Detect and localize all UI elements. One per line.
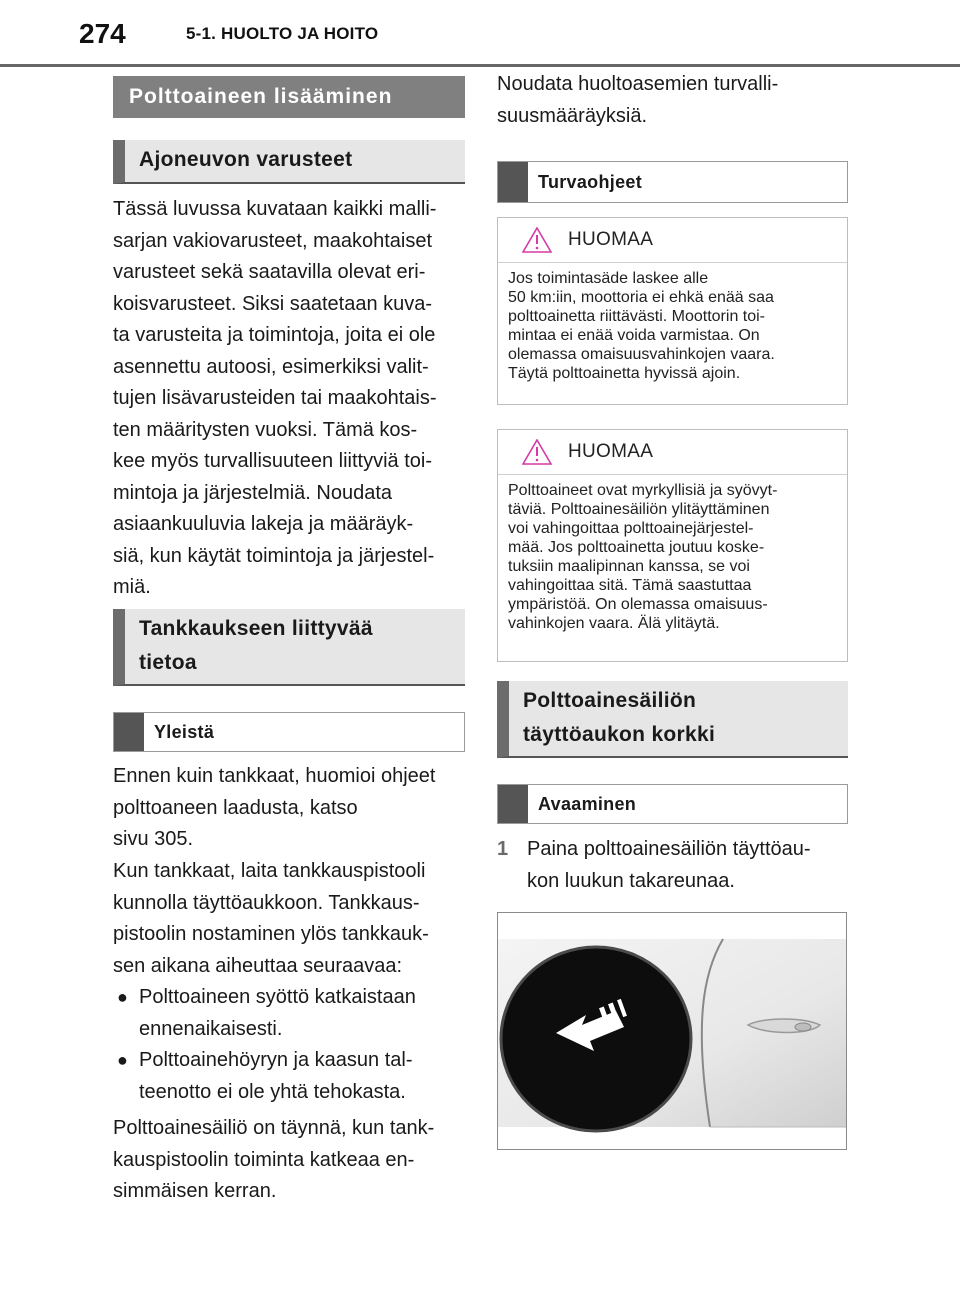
text-line: ten määritysten vuoksi. Tämä kos- — [113, 418, 418, 441]
text-line: sen aikana aiheuttaa seuraavaa: — [113, 954, 403, 977]
text-line: 50 km:iin, moottoria ei ehkä enää saa — [508, 289, 774, 306]
text-line: simmäisen kerran. — [113, 1180, 277, 1202]
text-line: varusteet sekä saatavilla olevat eri- — [113, 261, 426, 283]
box-title-avaaminen — [497, 784, 848, 824]
note-header — [498, 218, 847, 263]
intro-paragraph — [113, 194, 473, 604]
box-title-bar — [114, 713, 144, 751]
text-line: mää. Jos polttoainetta joutuu koske- — [508, 539, 765, 556]
text-line: mintoja ja järjestelmiä. Noudata — [113, 481, 393, 504]
box-title-text: Turvaohjeet — [538, 171, 642, 192]
step-row — [497, 834, 857, 897]
warning-triangle-icon — [522, 439, 552, 465]
box-title-text: Avaaminen — [538, 793, 637, 814]
text-line: asennettu autoosi, esimerkiksi valit- — [113, 355, 429, 378]
text-line: kee myös turvallisuuteen liittyviä toi- — [113, 450, 433, 472]
text-line: Noudata huoltoasemien turvalli- — [497, 73, 779, 95]
fuel-door-illustration — [497, 912, 847, 1150]
subtitle-line: tietoa — [139, 651, 197, 674]
text-line: miä. — [113, 576, 151, 598]
list-item — [113, 982, 473, 1045]
subtitle-ajoneuvon-varusteet — [113, 140, 465, 184]
step-1 — [497, 834, 857, 897]
subtitle-line: Tankkaukseen liittyvää — [139, 617, 373, 640]
text-line: sivu 305. — [113, 828, 194, 850]
step-number: 1 — [497, 838, 509, 860]
text-line: Polttoaineet ovat myrkyllisiä ja syövyt- — [508, 482, 778, 499]
text-line: Kun tankkaat, laita tankkauspistooli — [113, 860, 426, 882]
text-line: asiaankuuluvia lakeja ja määräyk- — [113, 513, 414, 535]
header-divider — [0, 64, 960, 67]
chapter-title: 5-1. HUOLTO JA HOITO — [186, 24, 379, 43]
text-line: kon luukun takareunaa. — [527, 869, 735, 892]
text-line: pistoolin nostaminen ylös tankkauk- — [113, 923, 429, 945]
box-title-yleista — [113, 712, 465, 752]
warning-triangle-icon — [522, 227, 552, 253]
subtitle-korkki — [497, 681, 848, 758]
box-title-text: Yleistä — [154, 721, 215, 742]
text-line: polttoaneen laadusta, katso — [113, 796, 358, 819]
warning-note-fuel-toxic — [497, 429, 848, 662]
text-line: ennenaikaisesti. — [139, 1017, 283, 1040]
text-line: kauspistoolin toiminta katkeaa en- — [113, 1148, 415, 1171]
subtitle-line: täyttöaukon korkki — [523, 723, 716, 746]
text-line: voi vahingoittaa polttoainejärjestel- — [508, 520, 754, 537]
note-title: HUOMAA — [568, 229, 654, 250]
text-line: Jos toimintasäde laskee alle — [508, 270, 709, 287]
intro-right — [497, 69, 857, 132]
subtitle-line: Polttoainesäiliön — [523, 689, 697, 712]
paragraph-full-tank — [113, 1113, 473, 1208]
text-line: vahinkojen vaara. Älä ylitäytä. — [508, 615, 720, 632]
text-line: polttoainetta riittävästi. Moottorin toi- — [508, 308, 766, 325]
text-line: Ennen kuin tankkaat, huomioi ohjeet — [113, 765, 436, 787]
text-line: vahingoittaa sitä. Tämä saastuttaa — [508, 577, 752, 594]
box-title-bar — [498, 785, 528, 823]
paragraph-fuel-quality — [113, 761, 473, 856]
text-line: Täytä polttoainetta hyvissä ajoin. — [508, 365, 741, 382]
bullet-list — [113, 982, 473, 1108]
text-line: sarjan vakiovarusteet, maakohtaiset — [113, 229, 433, 252]
text-line: olemassa omaisuusvahinkojen vaara. — [508, 346, 775, 363]
page-number: 274 — [79, 18, 126, 49]
note-title: HUOMAA — [568, 441, 654, 462]
paragraph-nozzle — [113, 856, 473, 982]
text-line: ympäristöä. On olemassa omaisuus- — [508, 596, 768, 613]
text-line: Polttoainehöyryn ja kaasun tal- — [139, 1049, 413, 1071]
text-line: suusmääräyksiä. — [497, 104, 648, 127]
text-line: koisvarusteet. Siksi saatetaan kuva- — [113, 292, 433, 315]
box-title-turvaohjeet — [497, 161, 848, 203]
subtitle-text: Ajoneuvon varusteet — [139, 148, 353, 171]
note-header — [498, 430, 847, 475]
section-title-text: Polttoaineen lisääminen — [129, 85, 393, 108]
section-title — [113, 76, 465, 118]
box-title-bar — [498, 162, 528, 202]
text-line: Polttoainesäiliö on täynnä, kun tank- — [113, 1117, 435, 1139]
text-line: Tässä luvussa kuvataan kaikki malli- — [113, 198, 437, 220]
text-line: ta varusteita ja toimintoja, joita ei ole — [113, 324, 436, 346]
text-line: mintaa ei enää voida varmistaa. On — [508, 327, 760, 344]
warning-note-range — [497, 217, 848, 405]
text-line: siä, kun käytät toimintoja ja järjestel- — [113, 544, 435, 567]
note-body — [498, 263, 847, 383]
bullet-icon: ● — [117, 987, 128, 1007]
subtitle-tankkaukseen — [113, 609, 465, 686]
list-item — [113, 1045, 473, 1108]
text-line: Polttoaineen syöttö katkaistaan — [139, 986, 416, 1008]
bullet-icon: ● — [117, 1050, 128, 1070]
text-line: tujen lisävarusteiden tai maakohtais- — [113, 387, 437, 409]
car-fuel-door-image — [498, 913, 847, 1150]
text-line: teenotto ei ole yhtä tehokasta. — [139, 1080, 406, 1103]
text-line: kunnolla täyttöaukkoon. Tankkaus- — [113, 891, 420, 914]
text-line: täviä. Polttoainesäiliön ylitäyttäminen — [508, 501, 770, 518]
note-body — [498, 475, 847, 633]
text-line: tuksiin maalipinnan kanssa, se voi — [508, 558, 750, 575]
text-line: Paina polttoainesäiliön täyttöau- — [527, 838, 811, 860]
